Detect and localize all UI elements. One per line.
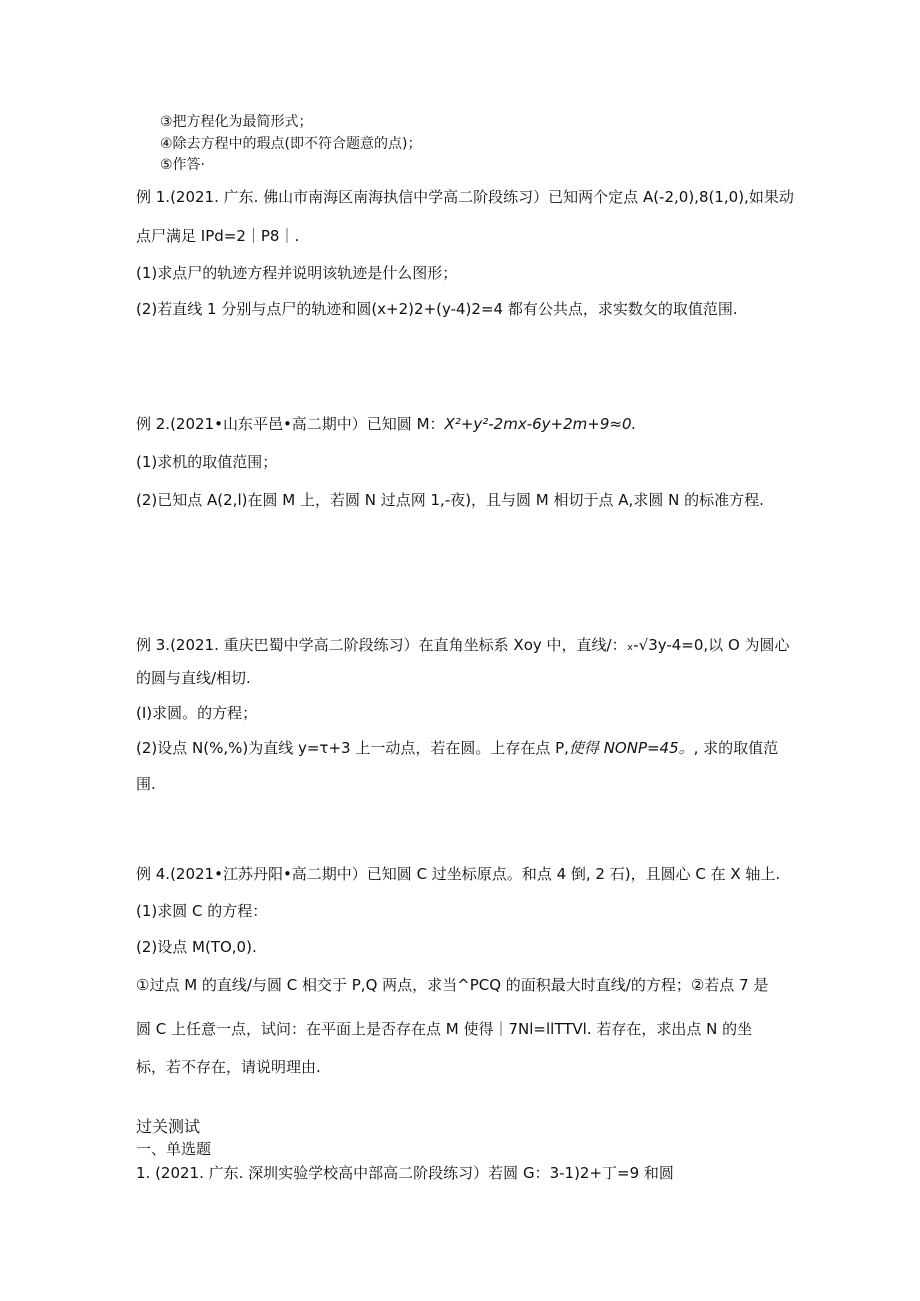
- example-4-question-1: (1)求圆 C 的方程：: [136, 902, 268, 920]
- example-3-q2-part-c: , 求的取值范: [693, 739, 779, 757]
- example-4-sub-2: 圆 C 上任意一点，试问：在平面上是否存在点 M 使得｜7Nl=llTTVl. 若存在，求出点 N 的坐: [136, 1020, 753, 1038]
- example-3-title-cont: 的圆与直线/相切.: [136, 669, 251, 687]
- example-1-title: 例 1.(2021. 广东. 佛山市南海区南海执信中学高二阶段练习）已知两个定点 A(-2,0),8(1,0),如果动: [136, 188, 794, 206]
- subsection-title: 一、单选题: [136, 1140, 212, 1158]
- test-question-1: 1. (2021. 广东. 深圳实验学校高中部高二阶段练习）若圆 G：3-1)2+丁=9 和圆: [136, 1164, 674, 1182]
- example-3-q2-formula: 使得 NONP=45。: [568, 739, 694, 757]
- example-1-question-2: (2)若直线 1 分别与点尸的轨迹和圆(x+2)2+(y-4)2=4 都有公共点，求实数攵的取值范围.: [136, 300, 738, 318]
- step-3-text: ③把方程化为最简形式；: [160, 114, 313, 130]
- example-3-title: 例 3.(2021. 重庆巴蜀中学高二阶段练习）在直角坐标系 Xoy 中，直线/：ₓ-√3y-4=0,以 O 为圆心: [136, 636, 790, 654]
- example-1-question-1: (1)求点尸的轨迹方程并说明该轨迹是什么图形；: [136, 264, 458, 282]
- example-3-question-1: (I)求圆。的方程；: [136, 704, 258, 722]
- example-2-title: [136, 414, 636, 434]
- step-5-text: ⑤作答·: [160, 157, 206, 173]
- example-4-sub-3: 标，若不存在，请说明理由.: [136, 1058, 321, 1076]
- example-1-condition: 点尸满足 IPd=2｜P8｜.: [136, 227, 300, 245]
- example-4-sub-1: ①过点 M 的直线/与圆 C 相交于 P,Q 两点，求当^PCQ 的面积最大时直线/的方程；②若点 7 是: [136, 976, 769, 994]
- example-2-question-1: (1)求机的取值范围；: [136, 453, 278, 471]
- section-title: 过关测试: [136, 1117, 201, 1136]
- example-2-question-2: (2)已知点 A(2,l)在圆 M 上，若圆 N 过点网 1,-夜)，且与圆 M 相切于点 A,求圆 N 的标准方程.: [136, 491, 764, 509]
- example-3-question-2: [136, 738, 778, 758]
- example-3-q2-part-a: (2)设点 N(%,%)为直线 y=τ+3 上一动点，若在圆。上存在点 P,: [136, 739, 569, 757]
- example-3-question-2-cont: 围.: [136, 775, 156, 793]
- example-4-title: 例 4.(2021•江苏丹阳•高二期中）已知圆 C 过坐标原点。和点 4 倒, 2 石)，且圆心 C 在 X 轴上.: [136, 865, 781, 883]
- example-4-question-2: (2)设点 M(TO,0).: [136, 938, 257, 956]
- example-2-formula: X²+y²-2mx-6y+2m+9≈0.: [444, 415, 637, 433]
- step-4-text: ④除去方程中的瑕点(即不符合题意的点)；: [160, 136, 422, 152]
- example-2-title-text: 例 2.(2021•山东平邑•高二期中）已知圆 M：: [136, 415, 445, 433]
